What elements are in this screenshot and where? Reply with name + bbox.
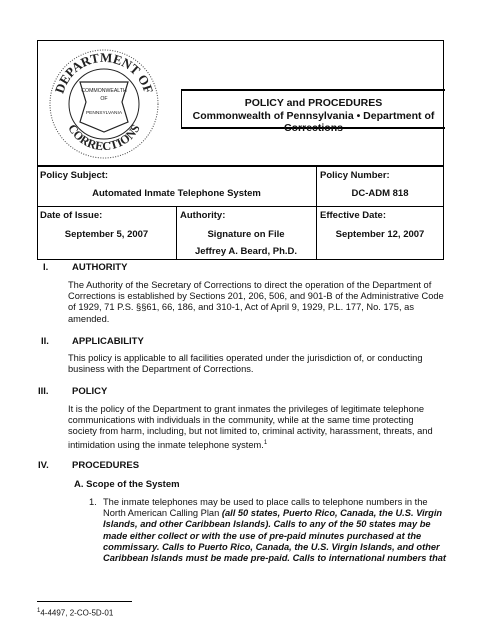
title-box [181, 89, 445, 134]
row-divider [37, 206, 444, 207]
authority-name: Jeffrey A. Beard, Ph.D. [194, 246, 298, 257]
section-title-applicability: APPLICABILITY [72, 336, 144, 347]
text-line: society from harm, including, but not limited to, criminal activity, harassment, threats, and [68, 426, 433, 437]
section-title-authority: AUTHORITY [72, 262, 128, 273]
text-emphasis: (all 50 states, Puerto Rico, Canada, the U.S. Virgin [221, 508, 443, 519]
item-number: 1. [89, 497, 97, 507]
footnote-rule [37, 601, 132, 602]
date-issue-label: Date of Issue: [40, 210, 103, 221]
footnote-reference: 1 [263, 439, 268, 446]
footnote-mark: 1 [37, 608, 41, 614]
text-line: The Authority of the Secretary of Corrections to direct the operation of the Department of [68, 280, 432, 290]
page-subtitle: Commonwealth of Pennsylvania • Department of Corrections [192, 110, 435, 134]
authority-label: Authority: [180, 210, 226, 221]
seal-keystone-top: COMMONWEALTH [81, 88, 127, 94]
section-number: III. [38, 386, 49, 397]
department-seal [48, 48, 160, 160]
footnote [37, 608, 113, 618]
effective-date-value: September 12, 2007 [335, 229, 425, 240]
date-issue-value: September 5, 2007 [64, 229, 149, 240]
section-number: IV. [38, 460, 49, 471]
page-title: POLICY and PROCEDURES [244, 97, 383, 109]
seal-arc-top: DEPARTMENT OF [51, 49, 157, 96]
text-line [103, 553, 453, 564]
text-emphasis: Islands, and other Caribbean Islands). Calls to any of the 50 states may be [103, 519, 431, 530]
text-line: amended. [68, 313, 110, 324]
text-plain: North American Calling Plan [103, 508, 222, 519]
text-line [103, 542, 453, 553]
policy-subject-value: Automated Inmate Telephone System [92, 188, 261, 199]
text-line: It is the policy of the Department to grant inmates the privileges of legitimate telephone [68, 404, 425, 414]
text-emphasis: made either collect or with the use of pre-paid minutes purchased at the [103, 530, 422, 541]
section-authority-text [68, 280, 448, 325]
text-line: of 1929, 71 P.S. §§61, 66, 186, and 310-1, Act of April 9, 1929, P.L. 177, No. 175, as [68, 302, 414, 313]
text-line [103, 497, 453, 508]
section-number: II. [41, 336, 49, 347]
effective-date-label: Effective Date: [320, 210, 386, 221]
text-line: communications with individuals in the community, while at the same time protecting [68, 415, 414, 426]
text-line: This policy is applicable to all facilities operated under the jurisdiction of, or conducting [68, 353, 423, 363]
seal-keystone-bottom: PENNSYLVANIA [85, 111, 123, 116]
text-plain: The inmate telephones may be used to place calls to telephone numbers in the [103, 497, 428, 507]
text-line [103, 508, 453, 519]
item-scope-text [103, 497, 453, 564]
subsection-title-scope: A. Scope of the System [74, 479, 180, 490]
text-emphasis: Caribbean Islands must be made pre-paid. Calls to international numbers that [103, 553, 447, 564]
policy-number-value: DC-ADM 818 [351, 188, 409, 199]
section-applicability-text [68, 353, 448, 375]
policy-number-label: Policy Number: [320, 170, 390, 181]
section-title-policy: POLICY [72, 386, 108, 397]
footnote-text: 4-4497, 2-CO-5D-01 [40, 608, 114, 618]
authority-value: Signature on File [207, 229, 285, 240]
seal-keystone-mid: OF [100, 96, 108, 102]
seal-arc-bottom: CORRECTIONS [65, 121, 143, 154]
section-title-procedures: PROCEDURES [72, 460, 140, 471]
text-line [103, 531, 453, 542]
seal-icon [48, 48, 160, 160]
text-emphasis: commissary. Calls to Puerto Rico, Canada, the U.S. Virgin Islands, and other [103, 541, 440, 552]
text-line: business with the Department of Corrections. [68, 364, 254, 375]
svg-text:CORRECTIONS [65, 122, 143, 154]
column-divider [316, 166, 317, 260]
section-number: I. [43, 262, 49, 273]
text-line: Corrections is established by Sections 201, 206, 506, and 901-B of the Administrative Code [68, 291, 444, 302]
text-line [68, 438, 448, 451]
text-line-content: intimidation using the inmate telephone system. [68, 439, 264, 450]
text-line [103, 519, 453, 530]
policy-subject-label: Policy Subject: [40, 170, 109, 181]
section-policy-text [68, 404, 448, 451]
